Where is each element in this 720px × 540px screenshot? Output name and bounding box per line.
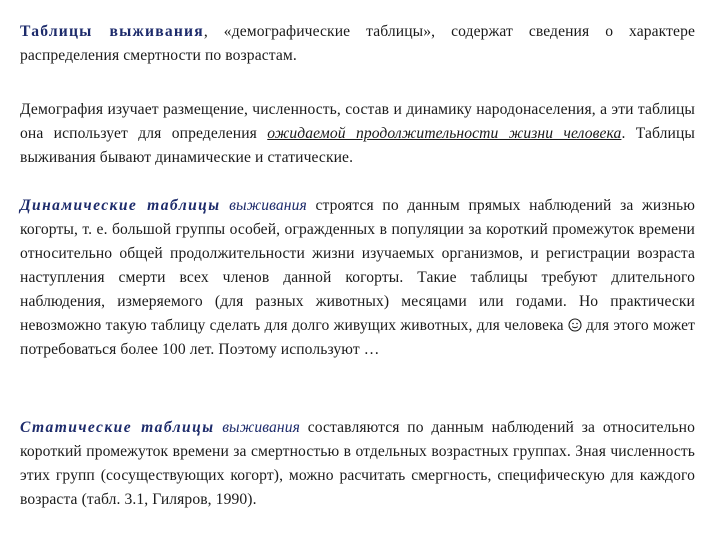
term-dynamic-survival: выживания bbox=[229, 197, 307, 214]
demography-text-end: . Таблицы выживания бывают динамические и статические. bbox=[20, 125, 696, 166]
static-text: составляются по данным наблюдений за относительно короткий промежуток времени за смертностью в отдельных возрастных группах. Зная численность этих групп (сосуществующих когорт), можно расчитать смергность, специфическую для каждого возраста (табл. 3.1, Гиляров, 1990). bbox=[20, 419, 695, 508]
demography-text-start: Демография изучает размещение, численность, состав и динамику народонаселения, а эти таблицы она использует для определения bbox=[20, 101, 695, 142]
paragraph-definition bbox=[20, 20, 695, 68]
term-static-survival: выживания bbox=[222, 419, 300, 436]
dynamic-text-start: строятся по данным прямых наблюдений за жизнью когорты, т. е. большой группы особей, огражденных в популяции за короткий промежуток времени относительно общей продолжительности жизни изучаемых организмов, и регистрации возраста наступления смерти всех членов данной когорты. Такие таблицы требуют длительного наблюдения, измеряемого (для разных животных) месяцами или годами. Но практически невозможно такую таблицу сделать для долго живущих животных, для человека bbox=[20, 197, 696, 334]
term-static-tables: Статические таблицы bbox=[20, 419, 215, 436]
dynamic-text-end: для этого может потребоваться более 100 лет. Поэтому используют … bbox=[20, 317, 696, 358]
paragraph-dynamic-tables bbox=[20, 194, 695, 362]
paragraph-static-tables bbox=[20, 416, 695, 512]
smiley-icon bbox=[568, 318, 582, 332]
term-dynamic-tables: Динамические таблицы bbox=[20, 197, 221, 214]
paragraph-demography bbox=[20, 98, 695, 170]
term-survival-tables: Таблицы выживания bbox=[20, 23, 204, 40]
life-expectancy-emphasis: ожидаемой продолжительности жизни человека bbox=[267, 125, 622, 142]
definition-text: , «демографические таблицы», содержат сведения о характере распределения смертности по возрастам. bbox=[20, 23, 695, 64]
